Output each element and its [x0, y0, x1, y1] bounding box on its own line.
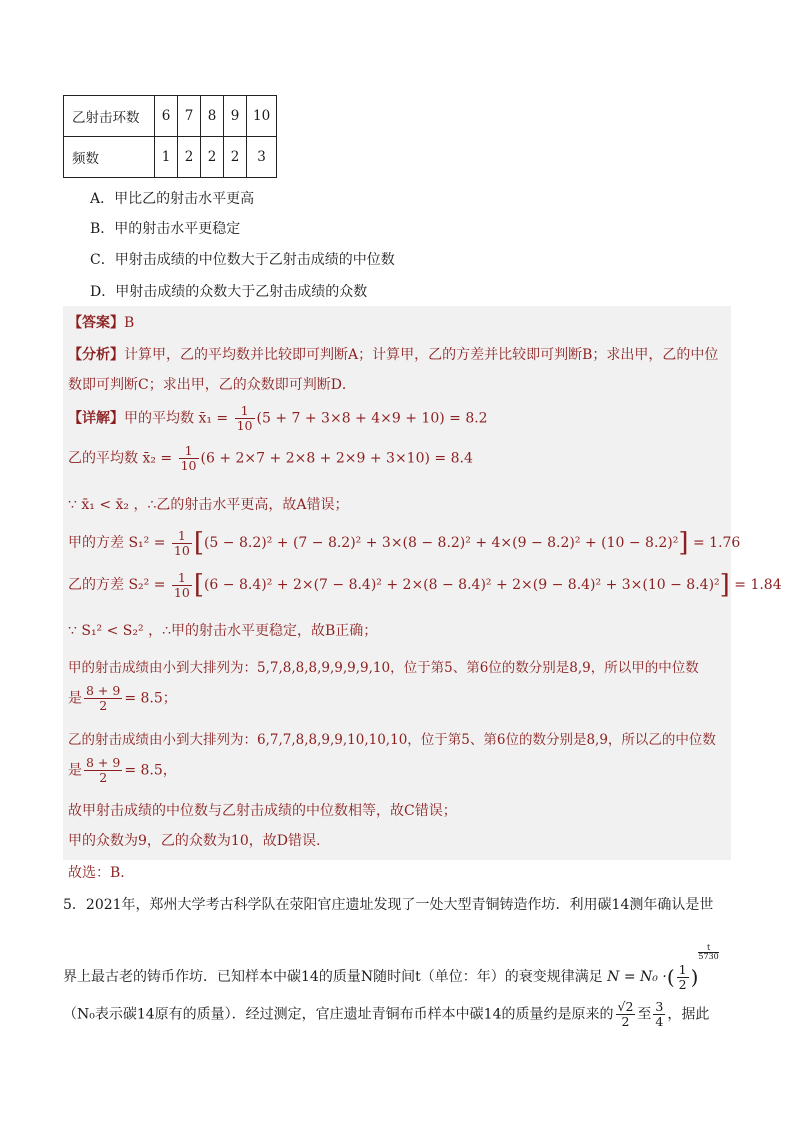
compare-variance-line: ∵ S₁² < S₂² ，∴甲的射击水平更稳定，故B正确； — [68, 623, 378, 639]
table-cell: 3 — [247, 137, 277, 178]
mean-a-symbol: x̄₁ = — [198, 410, 229, 427]
compare-mean-line: ∵ x̄₁ < x̄₂ ，∴乙的射击水平更高，故A错误； — [68, 497, 349, 513]
median-a-line-2 — [68, 684, 177, 713]
problem5-text-end: ，据此 — [667, 1006, 710, 1023]
variance-a-line: 甲的方差 S₁² = $\frac{1}{10}$ [(5 − 8.2)² + (7 − 8.2)² + 3×(8 − 8.2)² + 4×(9 − 8.2)² + (10 − 8.2)²] = 1.76 — [68, 527, 741, 558]
exponent-denominator: 5730 — [698, 952, 719, 961]
option-c: C．甲射击成绩的中位数大于乙射击成绩的中位数 — [90, 252, 395, 268]
mean-b-symbol: x̄₂ = — [142, 450, 173, 467]
analysis-tag: 【分析】 — [68, 347, 124, 363]
variance-b-result: = 1.84 — [734, 577, 782, 593]
table-cell: 2 — [201, 137, 224, 178]
median-a-result: = 8.5； — [124, 690, 177, 707]
problem5-text-3: （N₀表示碳14原有的质量）．经过测定，官庄遗址青铜布币样本中碳14的质量约是原来的 — [63, 1006, 614, 1023]
mean-b-line — [68, 444, 473, 473]
option-b: B．甲的射击水平更稳定 — [90, 221, 241, 237]
problem5-mid: 至 — [637, 1006, 652, 1023]
fraction: $\frac{1}{10}$ — [236, 403, 253, 433]
mean-b-expression: (6 + 2×7 + 2×8 + 2×9 + 3×10) = 8.4 — [200, 450, 473, 467]
table-cell: 7 — [178, 96, 201, 137]
table-cell: 1 — [155, 137, 178, 178]
median-b-line-1: 乙的射击成绩由小到大排列为：6,7,7,8,8,9,9,10,10,10，位于第5、第6位的数分别是8,9，所以乙的中位数 — [68, 732, 716, 748]
table-cell: 2 — [224, 137, 247, 178]
median-b-prefix: 是 — [68, 762, 82, 779]
table-cell: 8 — [201, 96, 224, 137]
variance-a-label: 甲的方差 — [68, 535, 124, 551]
median-a-line-1: 甲的射击成绩由小到大排列为：5,7,8,8,8,9,9,9,9,10，位于第5、第6位的数分别是8,9，所以甲的中位数 — [68, 660, 699, 676]
problem5-line-1: 5．2021年，郑州大学考古科学队在荥阳官庄遗址发现了一处大型青铜铸造作坊．利用碳14测年确认是世 — [63, 897, 714, 913]
problem5-line-2: 界上最古老的铸币作坊．已知样本中碳14的质量N随时间t（单位：年）的衰变规律满足 N = N₀ ·( $\frac{1}{2}$ ) $^{\frac{t}{5730}}$ — [63, 943, 719, 992]
detail-tag: 【详解】 — [68, 410, 124, 427]
variance-b-expression: (6 − 8.4)² + 2×(7 − 8.4)² + 2×(8 − 8.4)² + 2×(9 − 8.4)² + 3×(10 − 8.4)² — [203, 577, 720, 593]
median-b-line-2 — [68, 756, 177, 785]
table-cell: 6 — [155, 96, 178, 137]
fraction: $\frac{1}{10}$ — [173, 569, 190, 600]
mean-b-label: 乙的平均数 — [68, 450, 138, 467]
table-cell: 10 — [247, 96, 277, 137]
problem5-text-2: 界上最古老的铸币作坊．已知样本中碳14的质量N随时间t（单位：年）的衰变规律满足 — [63, 969, 603, 985]
exponent-numerator: t — [698, 944, 718, 953]
table-header-rings: 乙射击环数 — [64, 96, 155, 137]
variance-b-label: 乙的方差 — [68, 577, 124, 593]
variance-b-symbol: S₂² = — [128, 577, 166, 593]
analysis-text-1: 计算甲，乙的平均数并比较即可判断A；计算甲，乙的方差并比较即可判断B；求出甲，乙的中位 — [124, 347, 719, 363]
analysis-line-1 — [68, 344, 718, 364]
median-conclusion-line: 故甲射击成绩的中位数与乙射击成绩的中位数相等，故C错误； — [68, 803, 457, 819]
table-cell: 9 — [224, 96, 247, 137]
variance-b-line: 乙的方差 S₂² = $\frac{1}{10}$ [(6 − 8.4)² + 2×(7 − 8.4)² + 2×(8 − 8.4)² + 2×(9 − 8.4)² + 3×(10 − 8.4)²] = 1.84 — [68, 569, 782, 600]
median-a-prefix: 是 — [68, 690, 82, 707]
option-d: D．甲射击成绩的众数大于乙射击成绩的众数 — [90, 284, 368, 300]
fraction: $\frac{3}{4}$ — [655, 999, 664, 1029]
table-row — [64, 96, 277, 137]
mean-a-label: 甲的平均数 — [124, 410, 194, 427]
variance-a-symbol: S₁² = — [128, 535, 166, 551]
fraction: $\frac{1}{10}$ — [180, 443, 197, 473]
fraction: $\frac{1}{2}$ — [678, 961, 687, 992]
problem5-line-3 — [63, 1000, 709, 1029]
variance-a-expression: (5 − 8.2)² + (7 − 8.2)² + 3×(8 − 8.2)² + 4×(9 − 8.2)² + (10 − 8.2)² — [203, 535, 679, 551]
choice-line: 故选：B. — [68, 865, 125, 881]
mode-line: 甲的众数为9，乙的众数为10，故D错误. — [68, 833, 321, 849]
answer-value: B — [124, 315, 135, 331]
fraction: $\frac{8 + 9}{2}$ — [86, 755, 121, 785]
fraction: $\frac{√2}{2}$ — [617, 999, 634, 1029]
analysis-line-2: 数即可判断C；求出甲，乙的众数即可判断D． — [68, 377, 356, 393]
option-a: A．甲比乙的射击水平更高 — [90, 191, 255, 207]
decay-formula-lhs: N = N₀ · — [607, 969, 667, 985]
answer-tag: 【答案】 — [68, 315, 124, 331]
median-b-result: = 8.5， — [124, 762, 177, 779]
table-cell: 2 — [178, 137, 201, 178]
variance-a-result: = 1.76 — [692, 535, 741, 551]
table-header-freq: 频数 — [64, 137, 155, 178]
table-row — [64, 137, 277, 178]
frequency-table — [63, 95, 277, 178]
fraction: $\frac{8 + 9}{2}$ — [86, 683, 121, 713]
answer-line — [68, 312, 134, 332]
fraction: $\frac{1}{10}$ — [173, 527, 190, 558]
mean-a-line — [68, 404, 488, 433]
mean-a-expression: (5 + 7 + 3×8 + 4×9 + 10) = 8.2 — [256, 410, 488, 427]
